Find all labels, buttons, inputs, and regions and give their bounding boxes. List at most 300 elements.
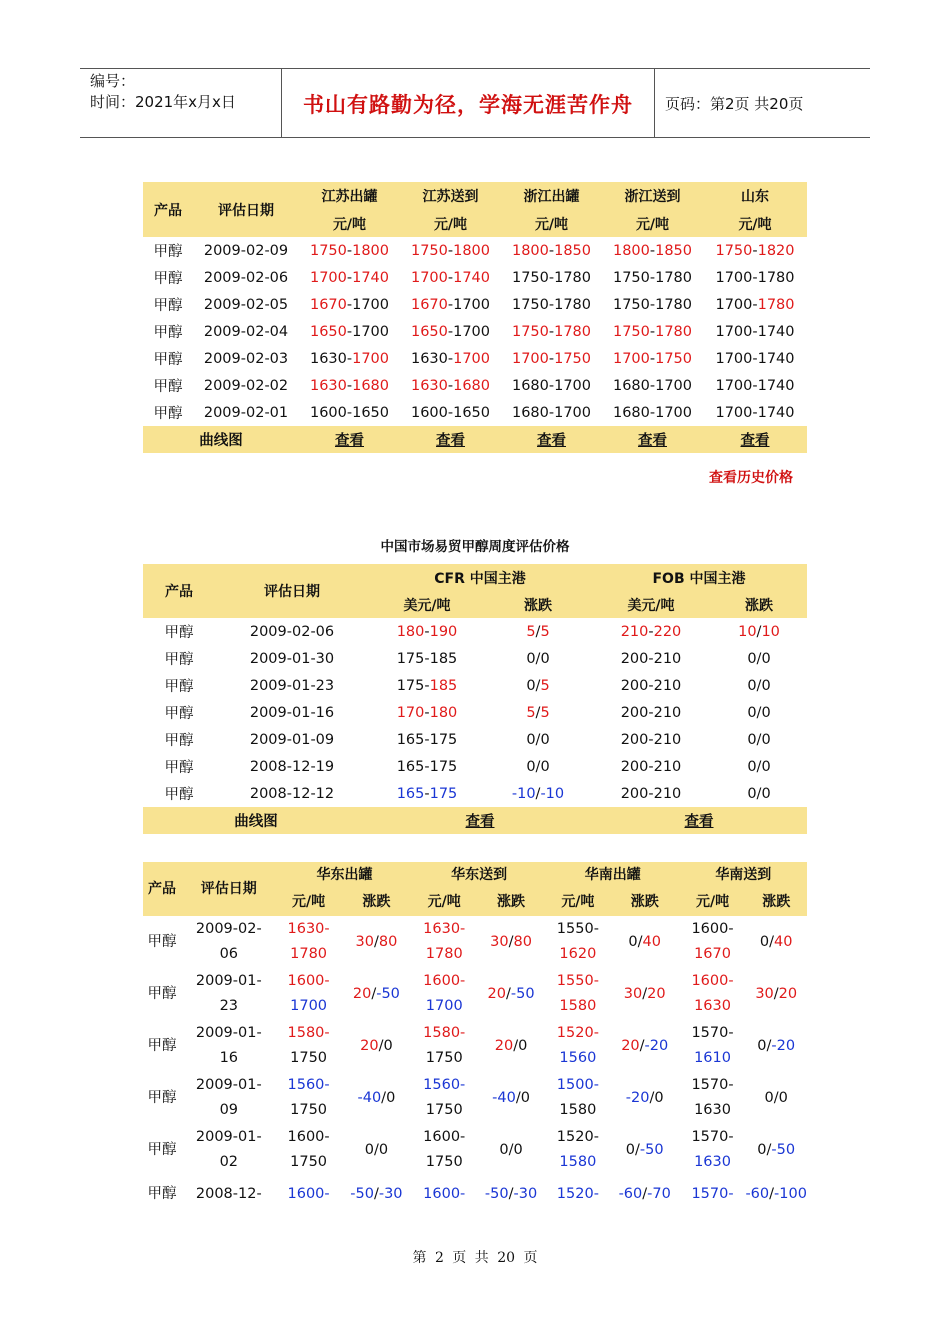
product-cell: 甲醇 xyxy=(153,298,183,314)
price-cell xyxy=(680,916,746,968)
change-a: 0 xyxy=(526,758,536,775)
change-a: -60 xyxy=(618,1186,643,1202)
product-cell: 甲醇 xyxy=(147,1186,177,1202)
change-cell: 0/0 xyxy=(526,650,550,667)
change-cell: 0/5 xyxy=(526,677,550,694)
price-high: 1680 xyxy=(352,377,390,394)
price-high: 1820 xyxy=(757,242,795,259)
price-high: 1780 xyxy=(757,296,795,313)
price-cell: 175-185 xyxy=(396,677,458,694)
price-high: 1800 xyxy=(453,242,491,259)
price-low: 1750 xyxy=(511,269,549,286)
product-cell: 甲醇 xyxy=(147,985,177,1002)
table-body xyxy=(143,916,807,1220)
col-region: 江苏送到 xyxy=(422,189,479,205)
price-high: 1700 xyxy=(554,404,592,421)
price-low: 170 xyxy=(396,704,425,721)
doc-meta xyxy=(90,71,280,113)
price-cell: 1680-1700 xyxy=(612,377,693,394)
price-cell xyxy=(412,916,476,968)
date-cell: 2008-12-19 xyxy=(249,758,335,775)
col-change: 涨跌 xyxy=(745,597,773,614)
price-line: 1600- xyxy=(423,1129,466,1145)
price-cell xyxy=(546,1072,610,1124)
product-cell: 甲醇 xyxy=(153,352,183,368)
price-low: 1700 xyxy=(715,269,753,286)
product-cell: 甲醇 xyxy=(164,760,194,776)
price-line: 1750 xyxy=(425,1154,463,1170)
price-cell: 200-210 xyxy=(620,731,682,748)
col-unit: 美元/吨 xyxy=(627,597,675,614)
price-cell: 200-210 xyxy=(620,650,682,667)
price-cell: 1680-1700 xyxy=(511,404,592,421)
date-cell xyxy=(181,916,277,968)
change-b: 5 xyxy=(540,704,550,721)
change-a: -60 xyxy=(745,1186,770,1202)
price-low: 175 xyxy=(396,650,425,667)
price-low: 200 xyxy=(620,650,649,667)
change-cell: -40/0 xyxy=(357,1089,396,1106)
date-cell: 2009-02-05 xyxy=(203,296,289,313)
price-low: 1680 xyxy=(511,377,549,394)
change-cell: 20/0 xyxy=(360,1037,393,1054)
price-cell xyxy=(412,1020,476,1072)
col-product: 产品 xyxy=(154,202,182,219)
table-row xyxy=(143,318,807,345)
product-cell: 甲醇 xyxy=(147,1141,177,1158)
change-a: 5 xyxy=(526,704,536,721)
change-b: 0 xyxy=(761,677,771,694)
price-cell: 1700-1740 xyxy=(410,269,491,286)
table-row xyxy=(143,1124,807,1176)
change-a: -50 xyxy=(484,1186,509,1202)
change-b: 5 xyxy=(540,677,550,694)
price-cell xyxy=(412,1176,476,1220)
change-cell: -60/-100 xyxy=(745,1186,807,1202)
col-unit: 美元/吨 xyxy=(403,597,451,614)
date-cell xyxy=(181,1072,277,1124)
price-line: 1630- xyxy=(423,921,466,937)
price-cell: 175-185 xyxy=(396,650,458,667)
product-cell: 甲醇 xyxy=(153,379,183,395)
price-line: 1600- xyxy=(287,1186,330,1202)
price-line: 1550- xyxy=(556,973,599,989)
date-cell: 2008-12- xyxy=(195,1186,262,1202)
date-cell: 2009-02-09 xyxy=(203,242,289,259)
change-a: 30 xyxy=(490,933,509,950)
price-line: 1570- xyxy=(691,1186,734,1202)
price-low: 1650 xyxy=(309,323,347,340)
price-line: 1560 xyxy=(559,1050,597,1066)
price-cell: 200-210 xyxy=(620,704,682,721)
price-high: 175 xyxy=(429,785,458,802)
price-cell xyxy=(412,1072,476,1124)
change-cell: 30/20 xyxy=(623,985,666,1002)
price-high: 1650 xyxy=(453,404,491,421)
page-header xyxy=(80,68,870,138)
price-high: 1850 xyxy=(655,242,693,259)
view-link[interactable]: 查看 xyxy=(740,433,770,449)
regional-price-table xyxy=(143,182,807,453)
chart-label: 曲线图 xyxy=(199,433,243,449)
price-low: 1800 xyxy=(612,242,650,259)
price-cell: 165-175 xyxy=(396,785,458,802)
price-low: 1630 xyxy=(309,350,347,367)
change-b: 40 xyxy=(774,933,793,950)
change-cell: 0/40 xyxy=(759,933,793,950)
change-b: -70 xyxy=(647,1186,671,1202)
change-a: -10 xyxy=(511,785,536,802)
price-low: 1700 xyxy=(715,350,753,367)
table-body xyxy=(143,618,807,807)
change-cell: 20/-20 xyxy=(621,1037,669,1054)
change-cell: 10/10 xyxy=(738,623,780,640)
price-line: 1750 xyxy=(290,1102,328,1118)
weekly-price-title: 中国市场易贸甲醇周度评估价格 xyxy=(380,539,570,555)
col-change: 涨跌 xyxy=(630,894,659,910)
price-cell: 1700-1750 xyxy=(612,350,693,367)
product-cell: 甲醇 xyxy=(164,706,194,722)
change-b: 0 xyxy=(761,785,771,802)
price-line: 1580 xyxy=(559,1102,597,1118)
change-a: 0 xyxy=(759,933,770,950)
price-high: 185 xyxy=(429,677,458,694)
price-cell xyxy=(680,1124,746,1176)
change-a: 20 xyxy=(487,985,506,1002)
price-low: 1750 xyxy=(511,323,549,340)
header-divider xyxy=(654,69,655,137)
price-high: 1740 xyxy=(352,269,390,286)
change-cell: -50/-30 xyxy=(350,1186,403,1202)
price-cell xyxy=(680,1176,746,1220)
table-body xyxy=(143,237,807,426)
price-low: 1680 xyxy=(612,377,650,394)
col-region: 华东送到 xyxy=(451,867,508,883)
view-link[interactable]: 查看 xyxy=(684,814,714,830)
price-cell xyxy=(546,1124,610,1176)
view-link[interactable]: 查看 xyxy=(335,433,364,449)
col-fob xyxy=(591,564,807,591)
product-cell: 甲醇 xyxy=(153,325,183,341)
table-row xyxy=(143,726,807,753)
price-cell: 1750-1780 xyxy=(511,269,592,286)
history-price-link[interactable]: 查看历史价格 xyxy=(709,470,793,486)
price-line: 1600- xyxy=(691,973,734,989)
col-change: 涨跌 xyxy=(524,597,552,614)
change-a: 0 xyxy=(499,1141,509,1158)
change-b: 0 xyxy=(520,1089,530,1106)
change-cell: 0/0 xyxy=(747,731,771,748)
change-cell: 0/0 xyxy=(747,704,771,721)
table-row xyxy=(143,1072,807,1124)
col-region: 浙江送到 xyxy=(624,189,681,205)
change-cell: -10/-10 xyxy=(511,785,565,802)
price-cell: 200-210 xyxy=(620,677,682,694)
price-cell xyxy=(412,968,476,1020)
price-high: 1850 xyxy=(554,242,592,259)
price-cell: 1700-1750 xyxy=(511,350,592,367)
price-high: 1700 xyxy=(554,377,592,394)
price-cell: 1750-1780 xyxy=(511,323,592,340)
date-cell: 2009-01-16 xyxy=(249,704,335,721)
price-low: 1680 xyxy=(511,404,549,421)
price-high: 210 xyxy=(653,785,682,802)
change-b: 0 xyxy=(540,650,550,667)
change-b: -50 xyxy=(639,1141,664,1158)
price-line: 1600- xyxy=(423,1186,466,1202)
change-a: 0 xyxy=(526,650,536,667)
price-high: 210 xyxy=(653,758,682,775)
view-link[interactable]: 查看 xyxy=(638,433,667,449)
price-cell: 1750-1800 xyxy=(410,242,491,259)
price-line: 1580- xyxy=(287,1025,330,1041)
product-cell: 甲醇 xyxy=(164,733,194,749)
table-row xyxy=(143,968,807,1020)
change-b: -100 xyxy=(774,1186,807,1202)
price-low: 1700 xyxy=(511,350,549,367)
price-cell: 1650-1700 xyxy=(410,323,491,340)
price-line: 1630 xyxy=(694,1102,731,1118)
price-cell: 165-175 xyxy=(396,731,458,748)
price-line: 1600- xyxy=(287,973,330,989)
price-cell: 1800-1850 xyxy=(612,242,693,259)
price-high: 1700 xyxy=(453,350,491,367)
price-cell: 1800-1850 xyxy=(511,242,592,259)
col-change: 涨跌 xyxy=(497,894,526,910)
date-part: 02 xyxy=(219,1154,239,1170)
change-cell: 0/0 xyxy=(747,785,771,802)
price-low: 165 xyxy=(396,731,425,748)
change-a: 30 xyxy=(355,933,374,950)
price-line: 1600- xyxy=(691,921,734,937)
price-line: 1500- xyxy=(556,1077,599,1093)
product-cell: 甲醇 xyxy=(153,271,183,287)
price-high: 1780 xyxy=(757,269,795,286)
table-row xyxy=(143,699,807,726)
col-date: 评估日期 xyxy=(200,880,257,897)
price-high: 1750 xyxy=(554,350,592,367)
price-high: 1780 xyxy=(655,323,693,340)
price-low: 200 xyxy=(620,677,649,694)
change-b: -50 xyxy=(376,985,400,1002)
price-high: 1740 xyxy=(757,323,795,340)
price-line: 1630- xyxy=(287,921,330,937)
price-line: 1580- xyxy=(423,1025,466,1041)
price-low: 200 xyxy=(620,731,649,748)
price-line: 1570- xyxy=(691,1077,734,1093)
change-b: 80 xyxy=(513,933,532,950)
col-product: 产品 xyxy=(165,584,193,600)
change-b: 0 xyxy=(513,1141,523,1158)
price-cell: 1700-1740 xyxy=(715,323,795,340)
header-motto: 书山有路勤为径，学海无涯苦作舟 xyxy=(303,93,633,117)
price-line: 1750 xyxy=(290,1154,328,1170)
change-a: 0 xyxy=(625,1141,636,1158)
price-low: 1630 xyxy=(309,377,347,394)
price-line: 1610 xyxy=(694,1050,731,1066)
col-region: 华南送到 xyxy=(715,867,772,883)
price-low: 1750 xyxy=(612,296,650,313)
change-cell: -20/0 xyxy=(625,1089,664,1106)
price-high: 1700 xyxy=(352,350,390,367)
price-line: 1630 xyxy=(694,1154,731,1170)
price-cell: 1750-1780 xyxy=(612,323,693,340)
price-cell xyxy=(277,1124,341,1176)
price-high: 1780 xyxy=(554,296,592,313)
change-b: -30 xyxy=(513,1186,538,1202)
price-cell: 1630-1680 xyxy=(309,377,390,394)
change-cell: 0/0 xyxy=(764,1089,788,1106)
price-line: 1520- xyxy=(556,1025,599,1041)
change-b: 0 xyxy=(540,758,550,775)
price-high: 220 xyxy=(653,623,682,640)
price-high: 1780 xyxy=(554,269,592,286)
change-b: -20 xyxy=(771,1037,796,1054)
change-cell: 0/-20 xyxy=(757,1037,796,1054)
price-line: 1700 xyxy=(425,998,463,1014)
change-b: 10 xyxy=(761,623,780,640)
change-a: 30 xyxy=(755,985,774,1002)
table-row xyxy=(143,672,807,699)
table-row xyxy=(143,753,807,780)
change-a: 0 xyxy=(526,677,536,694)
price-cell xyxy=(277,1176,341,1220)
chart-link-row xyxy=(143,807,807,834)
price-low: 1750 xyxy=(309,242,347,259)
price-cell: 1680-1700 xyxy=(612,404,693,421)
price-cell xyxy=(546,1020,610,1072)
price-low: 1630 xyxy=(410,350,448,367)
price-low: 1680 xyxy=(612,404,650,421)
price-high: 175 xyxy=(429,758,458,775)
price-cell: 1600-1650 xyxy=(309,404,390,421)
price-low: 200 xyxy=(620,785,649,802)
price-low: 1700 xyxy=(309,269,347,286)
price-cell: 1700-1780 xyxy=(715,296,795,313)
price-low: 180 xyxy=(396,623,425,640)
table-row xyxy=(143,237,807,264)
price-low: 1750 xyxy=(511,296,549,313)
price-low: 165 xyxy=(396,758,425,775)
change-cell: 0/0 xyxy=(747,677,771,694)
date-cell: 2009-02-03 xyxy=(203,350,289,367)
change-cell: 0/0 xyxy=(747,758,771,775)
price-line: 1570- xyxy=(691,1025,734,1041)
doc-time: 时间：2021年x月x日 xyxy=(90,93,236,111)
price-low: 1650 xyxy=(410,323,448,340)
date-cell: 2009-01-30 xyxy=(249,650,335,667)
price-line: 1600- xyxy=(287,1129,330,1145)
price-cell xyxy=(277,1020,341,1072)
price-high: 1680 xyxy=(453,377,491,394)
port-label: 中国主港 xyxy=(689,570,746,587)
date-part: 23 xyxy=(219,998,239,1014)
change-b: 0 xyxy=(761,704,771,721)
view-link[interactable]: 查看 xyxy=(436,433,465,449)
price-high: 1700 xyxy=(655,404,693,421)
price-high: 210 xyxy=(653,650,682,667)
price-line: 1550- xyxy=(556,921,599,937)
price-high: 210 xyxy=(653,731,682,748)
price-line: 1600- xyxy=(423,973,466,989)
product-cell: 甲醇 xyxy=(164,787,194,803)
weekly-port-price-table xyxy=(143,564,807,834)
change-a: 0 xyxy=(764,1089,774,1106)
price-high: 1650 xyxy=(352,404,390,421)
chart-link-row xyxy=(143,426,807,453)
change-cell: -60/-70 xyxy=(618,1186,671,1202)
change-a: 0 xyxy=(747,704,757,721)
price-high: 1700 xyxy=(655,377,693,394)
change-a: -40 xyxy=(492,1089,516,1106)
date-cell xyxy=(181,1124,277,1176)
product-cell: 甲醇 xyxy=(147,1037,177,1054)
price-cell: 170-180 xyxy=(396,704,458,721)
col-date: 评估日期 xyxy=(218,202,274,219)
change-a: 0 xyxy=(757,1037,767,1054)
price-cell: 1700-1780 xyxy=(715,269,795,286)
product-cell: 甲醇 xyxy=(164,679,194,695)
price-cell: 180-190 xyxy=(396,623,458,640)
chart-label: 曲线图 xyxy=(234,814,278,830)
date-cell: 2009-02-04 xyxy=(203,323,289,340)
price-cell: 1630-1680 xyxy=(410,377,491,394)
price-cell xyxy=(277,968,341,1020)
price-high: 1740 xyxy=(757,350,795,367)
price-high: 1700 xyxy=(453,296,491,313)
price-high: 1800 xyxy=(352,242,390,259)
change-a: 10 xyxy=(738,623,757,640)
change-b: 40 xyxy=(642,933,661,950)
date-cell xyxy=(181,1020,277,1072)
price-cell: 1670-1700 xyxy=(309,296,390,313)
price-cell: 1700-1740 xyxy=(309,269,390,286)
change-b: 0 xyxy=(778,1089,788,1106)
price-low: 1700 xyxy=(715,296,753,313)
date-part: 2009-01- xyxy=(195,973,262,989)
product-cell: 甲醇 xyxy=(153,406,183,422)
change-cell: 20/0 xyxy=(494,1037,528,1054)
cfr-label: CFR xyxy=(434,570,465,587)
table-row xyxy=(143,916,807,968)
price-cell xyxy=(546,1176,610,1220)
price-cell: 1700-1740 xyxy=(715,350,795,367)
price-cell: 1670-1700 xyxy=(410,296,491,313)
price-low: 1700 xyxy=(410,269,448,286)
date-part: 2009-01- xyxy=(195,1025,262,1041)
view-link[interactable]: 查看 xyxy=(465,814,495,830)
price-low: 1600 xyxy=(410,404,448,421)
price-cell: 1750-1780 xyxy=(612,296,693,313)
change-a: 20 xyxy=(621,1037,640,1054)
price-cell: 1700-1740 xyxy=(715,377,795,394)
table-row xyxy=(143,1020,807,1072)
col-unit: 元/吨 xyxy=(738,216,772,233)
change-cell: 30/20 xyxy=(755,985,798,1002)
change-b: 20 xyxy=(647,985,666,1002)
change-b: 0 xyxy=(761,731,771,748)
date-part: 2009-02- xyxy=(195,921,262,937)
change-cell: 30/80 xyxy=(355,933,398,950)
price-cell: 1750-1800 xyxy=(309,242,390,259)
price-cell xyxy=(546,968,610,1020)
view-link[interactable]: 查看 xyxy=(537,433,566,449)
price-low: 200 xyxy=(620,704,649,721)
price-cell: 1650-1700 xyxy=(309,323,390,340)
price-cell: 165-175 xyxy=(396,758,458,775)
change-b: 0 xyxy=(654,1089,664,1106)
table-row xyxy=(143,399,807,426)
